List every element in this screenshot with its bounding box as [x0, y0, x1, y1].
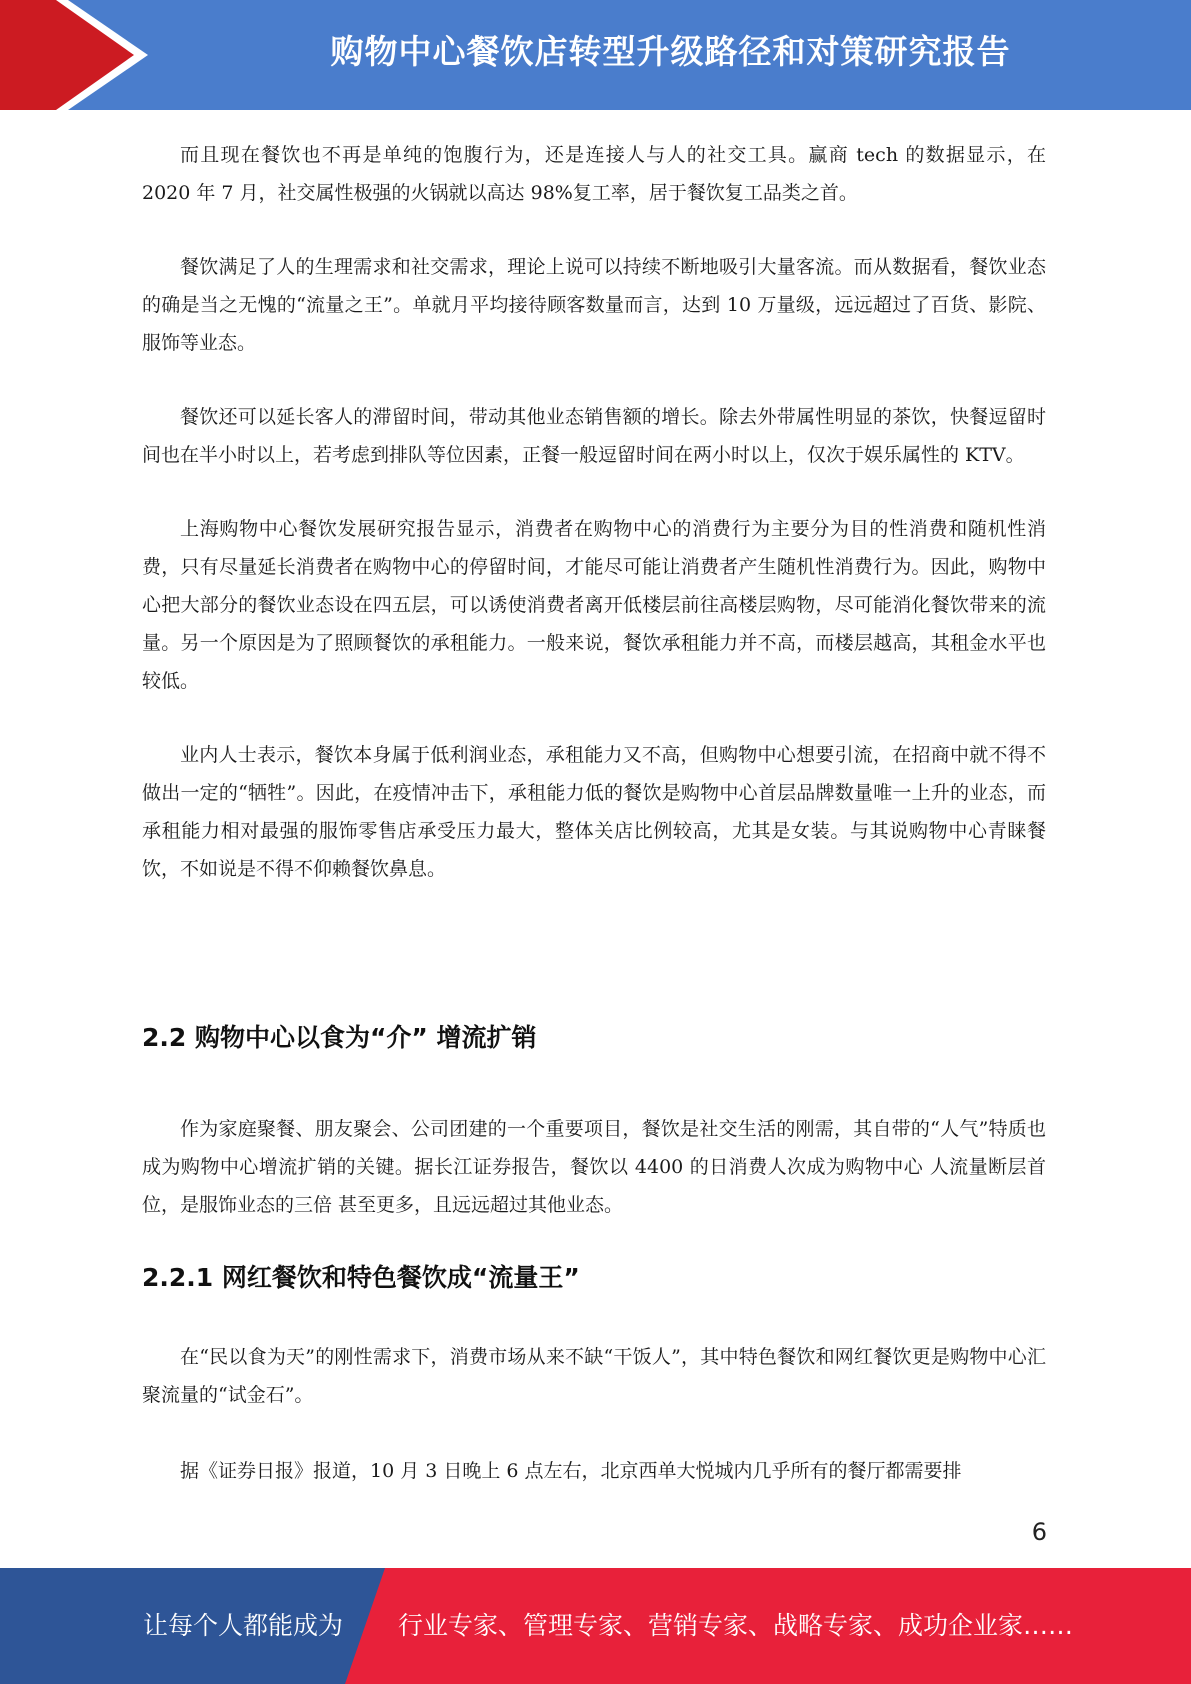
paragraph: 在“民以食为天”的刚性需求下，消费市场从来不缺“干饭人”，其中特色餐饮和网红餐饮更是购物中心汇聚流量的“试金石”。	[142, 1346, 1046, 1406]
paragraph: 而且现在餐饮也不再是单纯的饱腹行为，还是连接人与人的社交工具。赢商 tech 的数据显示，在 2020 年 7 月，社交属性极强的火锅就以高达 98%复工率，居于餐饮复工品类之首。	[142, 144, 1046, 204]
paragraph: 业内人士表示，餐饮本身属于低利润业态，承租能力又不高，但购物中心想要引流，在招商中就不得不做出一定的“牺牲”。因此，在疫情冲击下，承租能力低的餐饮是购物中心首层品牌数量唯一上升的业态，而承租能力相对最强的服饰零售店承受压力最大，整体关店比例较高，尤其是女装。与其说购物中心青睐餐饮，不如说是不得不仰赖餐饮鼻息。	[142, 744, 1046, 880]
section-2-2-1-body	[142, 1338, 1046, 1414]
paragraph: 餐饮满足了人的生理需求和社交需求，理论上说可以持续不断地吸引大量客流。而从数据看，餐饮业态的确是当之无愧的“流量之王”。单就月平均接待顾客数量而言，达到 10 万量级，远远超过了百货、影院、服饰等业态。	[142, 256, 1046, 354]
footer-slogan-right: 行业专家、管理专家、营销专家、战略专家、成功企业家……	[398, 1611, 1074, 1640]
document-title: 购物中心餐饮店转型升级路径和对策研究报告	[330, 32, 1011, 71]
footer-banner	[0, 1568, 1191, 1684]
header-arrow-graphic	[0, 0, 160, 110]
section-heading-2-2: 2.2 购物中心以食为“介” 增流扩销	[142, 1023, 537, 1052]
paragraph: 上海购物中心餐饮发展研究报告显示，消费者在购物中心的消费行为主要分为目的性消费和随机性消费，只有尽量延长消费者在购物中心的停留时间，才能尽可能让消费者产生随机性消费行为。因此，购物中心把大部分的餐饮业态设在四五层，可以诱使消费者离开低楼层前往高楼层购物，尽可能消化餐饮带来的流量。另一个原因是为了照顾餐饮的承租能力。一般来说，餐饮承租能力并不高，而楼层越高，其租金水平也较低。	[142, 518, 1046, 692]
header-banner	[0, 0, 1191, 110]
paragraph: 作为家庭聚餐、朋友聚会、公司团建的一个重要项目，餐饮是社交生活的刚需，其自带的“人气”特质也成为购物中心增流扩销的关键。据长江证券报告，餐饮以 4400 的日消费人次成为购物中心 人流量断层首位，是服饰业态的三倍 甚至更多，且远远超过其他业态。	[142, 1118, 1046, 1216]
footer-slogan-left: 让每个人都能成为	[143, 1611, 344, 1640]
section-2-2-body	[142, 1110, 1046, 1224]
section-heading-2-2-1: 2.2.1 网红餐饮和特色餐饮成“流量王”	[142, 1263, 580, 1292]
paragraph: 据《证券日报》报道，10 月 3 日晚上 6 点左右，北京西单大悦城内几乎所有的餐厅都需要排	[180, 1460, 962, 1482]
paragraph: 餐饮还可以延长客人的滞留时间，带动其他业态销售额的增长。除去外带属性明显的茶饮，快餐逗留时间也在半小时以上，若考虑到排队等位因素，正餐一般逗留时间在两小时以上，仅次于娱乐属性的 KTV。	[142, 406, 1046, 466]
page-number: 6	[1031, 1518, 1047, 1546]
section-2-2-1-body-cont	[142, 1452, 1046, 1490]
main-content	[142, 136, 1046, 888]
